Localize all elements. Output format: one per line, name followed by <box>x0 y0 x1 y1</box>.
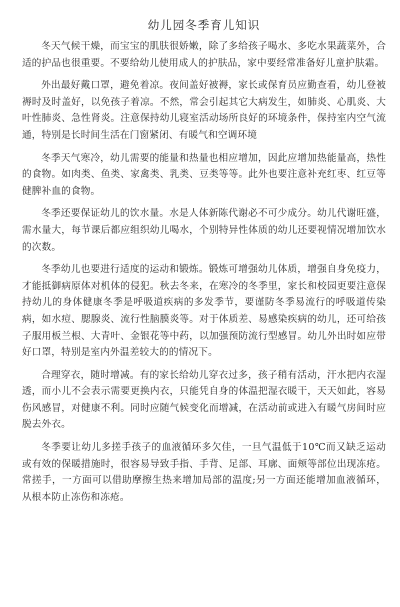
paragraph-skincare: 冬天气候干燥，而宝宝的肌肤很娇嫩，除了多给孩子喝水、多吃水果蔬菜外，合适的护品也很重要。不要给幼儿使用成人的护肤品，家中要经常准备好儿童护肤霜。 <box>22 41 386 69</box>
paragraph-water: 冬季还要保证幼儿的饮水量。水是人体新陈代谢必不可少成分。幼儿代谢旺盛，需水量大，每节课后都应组织幼儿喝水，个别特异性体质的幼儿还要视情况增加饮水的次数。 <box>22 208 386 253</box>
paragraph-clothing: 合理穿衣，随时增减。有的家长给幼儿穿衣过多，孩子稍有活动，汗水把内衣湿透，而小儿不会表示需要更换内衣，只能凭自身的体温把湿衣暖干，天天如此，容易伤风感冒，对健康不利。同时应随气候变化而增减，在活动前或进入有暖气房间时应脱去外衣。 <box>22 369 386 431</box>
paragraph-keep-warm: 外出最好戴口罩，避免着凉。夜间盖好被褥，家长或保育员应勤查看，幼儿登被褥时及时盖好，以免孩子着凉。不然，常会引起其它大病发生，如肺炎、心肌炎、大叶性肺炎、急性肾炎。注意保持幼儿寝室活动场所良好的环境条件，保持室内空气流通，特别是长时间生活在门窗紧闭、有暖气和空调环境 <box>22 80 386 141</box>
document-title: 幼儿园冬季育儿知识 <box>147 18 261 32</box>
paragraph-exercise: 冬季幼儿也要进行适度的运动和锻炼。锻炼可增强幼儿体质，增强自身免疫力，才能抵御病原体对机体的侵犯。秋去冬来，在寒冷的冬季里，家长和校园更要注意保持幼儿的身体健康冬季是呼吸道疾病的多发季节，要谨防冬季易流行的呼吸道传染病，如水痘、腮腺炎、流行性脑膜炎等。对于体质差、易感染疾病的幼儿，还可给孩子服用板兰根、大青叶、金银花等中药，以加强预防流行型感冒。幼儿外出时如应带好口罩，特别是室内外温差较大的的情况下。 <box>22 264 386 359</box>
paragraph-hand-rubbing: 冬季要让幼儿多搓手孩子的血液循环多欠佳，一旦气温低于10℃而又缺乏运动或有效的保暖措施时，很容易导致手指、手背、足部、耳廓、面颊等部位出现冻疮。常搓手，一方面可以借助摩擦生热来增加局部的温度;另一方面还能增加血液循环，从根本防止冻伤和冻疮。 <box>22 442 386 503</box>
paragraph-diet: 冬季天气寒冷，幼儿需要的能量和热量也相应增加，因此应增加热能量高，热性的食物。如肉类、鱼类、家禽类、乳类、豆类等等。此外也要注意补充红枣、红豆等健脾补血的食物。 <box>22 152 386 197</box>
